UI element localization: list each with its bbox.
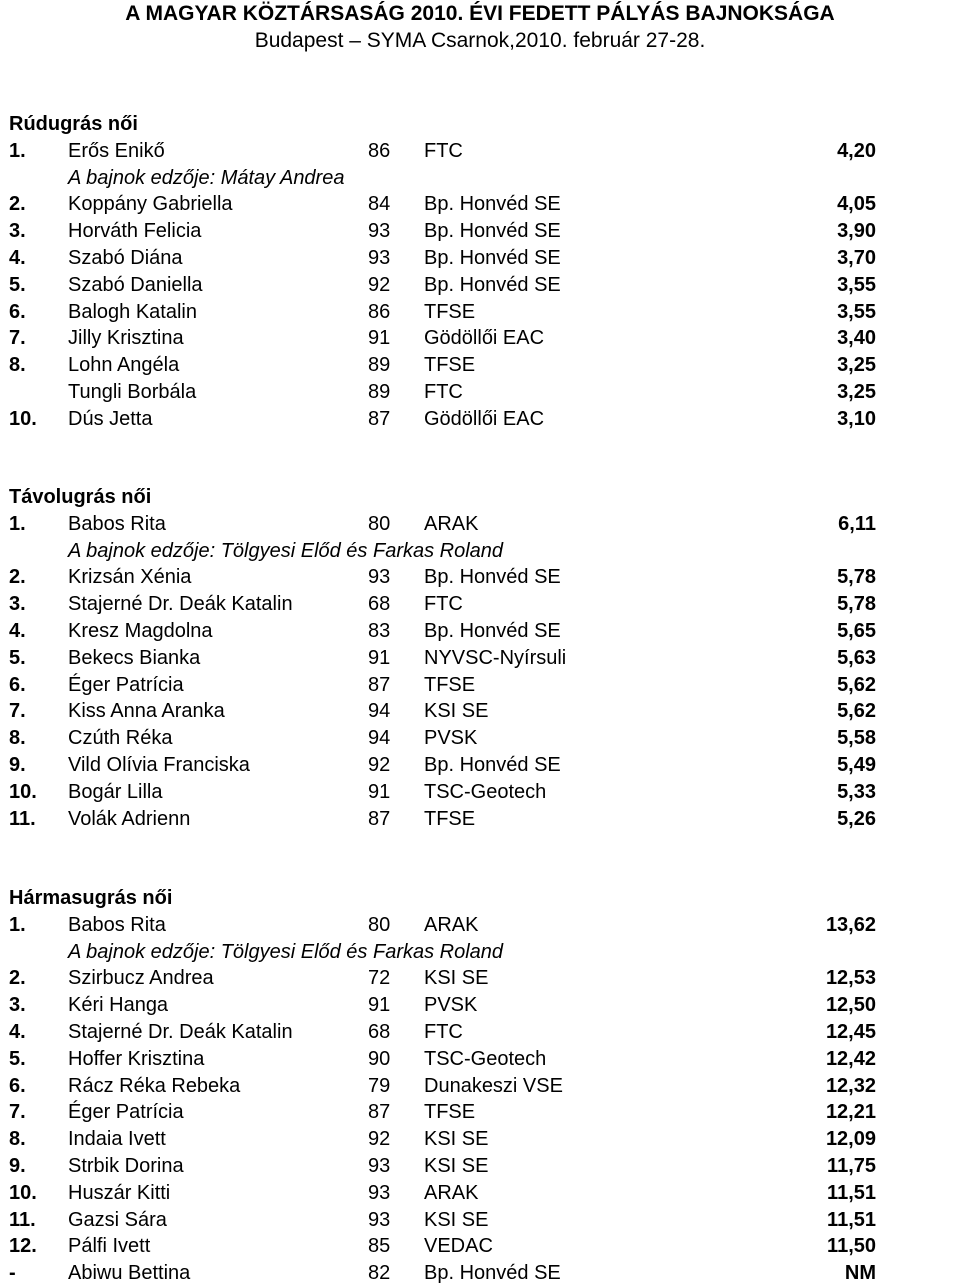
athlete-name: Strbik Dorina bbox=[68, 1155, 184, 1177]
place-cell: 9. bbox=[9, 1155, 26, 1177]
club-name: ARAK bbox=[424, 512, 479, 535]
birth-year: 92 bbox=[368, 273, 391, 296]
birth-year: 91 bbox=[368, 994, 391, 1017]
result-row bbox=[0, 1260, 960, 1287]
place-cell: 7. bbox=[9, 327, 26, 350]
birth-year: 94 bbox=[368, 727, 391, 750]
result-row bbox=[0, 1046, 960, 1073]
athlete-name: Erős Enikő bbox=[68, 139, 165, 162]
result-value: 5,63 bbox=[837, 646, 876, 669]
place-cell: 8. bbox=[9, 727, 26, 750]
place-cell: 8. bbox=[9, 354, 26, 377]
place-cell: 7. bbox=[9, 700, 26, 723]
club-name: Bp. Honvéd SE bbox=[424, 754, 561, 776]
result-value: 13,62 bbox=[825, 913, 876, 936]
birth-year: 92 bbox=[368, 1128, 391, 1151]
athlete-name: Krizsán Xénia bbox=[68, 566, 192, 589]
page-subtitle: Budapest – SYMA Csarnok,2010. február 27-28. bbox=[254, 29, 706, 52]
place-cell: 5. bbox=[9, 646, 26, 669]
result-row bbox=[0, 272, 960, 299]
place-cell: 4. bbox=[9, 247, 26, 269]
club-name: Bp. Honvéd SE bbox=[424, 1262, 561, 1285]
place-cell: 12. bbox=[9, 1235, 37, 1258]
result-row bbox=[0, 1233, 960, 1260]
place-cell: 3. bbox=[9, 593, 26, 616]
club-name: Bp. Honvéd SE bbox=[424, 273, 561, 296]
result-value: 3,70 bbox=[837, 247, 876, 269]
club-name: Bp. Honvéd SE bbox=[424, 247, 561, 269]
coach-text: A bajnok edzője: Tölgyesi Előd és Farkas Roland bbox=[68, 940, 504, 963]
result-value: 11,51 bbox=[827, 1208, 876, 1231]
result-row bbox=[0, 725, 960, 752]
birth-year: 91 bbox=[368, 327, 391, 350]
result-row bbox=[0, 752, 960, 779]
athlete-name: Jilly Krisztina bbox=[68, 327, 184, 350]
club-name: PVSK bbox=[424, 727, 478, 750]
result-value: 12,53 bbox=[825, 967, 876, 990]
birth-year: 80 bbox=[368, 913, 391, 936]
place-cell: 8. bbox=[9, 1128, 26, 1151]
result-row bbox=[0, 138, 960, 165]
birth-year: 94 bbox=[368, 700, 391, 723]
result-value: 3,40 bbox=[837, 327, 876, 350]
athlete-name: Horváth Felicia bbox=[68, 220, 202, 243]
place-cell: 4. bbox=[9, 620, 26, 642]
result-value: 11,51 bbox=[827, 1181, 876, 1204]
result-value: 12,09 bbox=[825, 1128, 876, 1151]
result-row bbox=[0, 1180, 960, 1207]
athlete-name: Kresz Magdolna bbox=[68, 620, 213, 642]
result-row bbox=[0, 1019, 960, 1046]
place-cell: 10. bbox=[9, 1181, 37, 1204]
result-value: 3,55 bbox=[837, 273, 876, 296]
result-value: 5,58 bbox=[837, 727, 876, 750]
athlete-name: Lohn Angéla bbox=[68, 354, 180, 377]
athlete-name: Dús Jetta bbox=[68, 407, 153, 430]
place-cell: 1. bbox=[9, 512, 26, 535]
birth-year: 83 bbox=[368, 620, 391, 642]
place-cell: 5. bbox=[9, 1047, 26, 1070]
athlete-name: Bekecs Bianka bbox=[68, 646, 201, 669]
place-cell: 3. bbox=[9, 220, 26, 243]
result-row bbox=[0, 912, 960, 939]
athlete-name: Bogár Lilla bbox=[68, 780, 163, 803]
place-cell: 2. bbox=[9, 193, 26, 216]
result-row bbox=[0, 992, 960, 1019]
birth-year: 93 bbox=[368, 566, 391, 589]
section-title: Hármasugrás női bbox=[9, 887, 173, 909]
birth-year: 92 bbox=[368, 754, 391, 776]
result-row bbox=[0, 1153, 960, 1180]
result-row bbox=[0, 379, 960, 406]
result-row bbox=[0, 591, 960, 618]
club-name: KSI SE bbox=[424, 967, 489, 990]
club-name: KSI SE bbox=[424, 1208, 489, 1231]
result-row bbox=[0, 1073, 960, 1100]
club-name: FTC bbox=[424, 1021, 463, 1043]
club-name: Bp. Honvéd SE bbox=[424, 220, 561, 243]
result-row bbox=[0, 1126, 960, 1153]
club-name: VEDAC bbox=[424, 1235, 493, 1258]
place-cell: 6. bbox=[9, 300, 26, 323]
birth-year: 87 bbox=[368, 673, 391, 696]
birth-year: 93 bbox=[368, 1208, 391, 1231]
athlete-name: Szirbucz Andrea bbox=[68, 967, 214, 990]
athlete-name: Vild Olívia Franciska bbox=[68, 754, 250, 776]
athlete-name: Szabó Daniella bbox=[68, 273, 203, 296]
athlete-name: Babos Rita bbox=[68, 512, 166, 535]
club-name: TFSE bbox=[424, 807, 476, 830]
result-row bbox=[0, 325, 960, 352]
place-cell: 10. bbox=[9, 407, 37, 430]
club-name: PVSK bbox=[424, 994, 478, 1017]
birth-year: 93 bbox=[368, 220, 391, 243]
athlete-name: Éger Patrícia bbox=[68, 1101, 184, 1124]
birth-year: 86 bbox=[368, 300, 391, 323]
athlete-name: Rácz Réka Rebeka bbox=[68, 1074, 241, 1097]
club-name: Bp. Honvéd SE bbox=[424, 193, 561, 216]
club-name: KSI SE bbox=[424, 1128, 489, 1151]
birth-year: 84 bbox=[368, 193, 391, 216]
result-value: 5,78 bbox=[837, 566, 876, 589]
result-value: 5,62 bbox=[837, 673, 876, 696]
place-cell: 5. bbox=[9, 273, 26, 296]
result-value: 3,90 bbox=[837, 220, 876, 243]
place-cell: 1. bbox=[9, 139, 26, 162]
result-value: 12,42 bbox=[825, 1047, 876, 1070]
result-value: 3,10 bbox=[837, 407, 876, 430]
result-row bbox=[0, 191, 960, 218]
result-row bbox=[0, 1099, 960, 1126]
place-cell: 1. bbox=[9, 913, 26, 936]
result-value: 4,05 bbox=[837, 193, 876, 216]
result-row bbox=[0, 806, 960, 833]
place-cell: 4. bbox=[9, 1021, 26, 1043]
club-name: Bp. Honvéd SE bbox=[424, 620, 561, 642]
birth-year: 90 bbox=[368, 1047, 391, 1070]
athlete-name: Gazsi Sára bbox=[68, 1208, 167, 1231]
result-value: 12,32 bbox=[825, 1074, 876, 1097]
result-value: 5,78 bbox=[837, 593, 876, 616]
result-row bbox=[0, 511, 960, 538]
page-title: A MAGYAR KÖZTÁRSASÁG 2010. ÉVI FEDETT PÁLYÁS BAJNOKSÁGA bbox=[125, 2, 835, 25]
club-name: TFSE bbox=[424, 300, 476, 323]
birth-year: 68 bbox=[368, 593, 391, 616]
coach-text: A bajnok edzője: Mátay Andrea bbox=[68, 166, 345, 189]
athlete-name: Babos Rita bbox=[68, 913, 166, 936]
athlete-name: Stajerné Dr. Deák Katalin bbox=[68, 1021, 293, 1043]
club-name: FTC bbox=[424, 593, 463, 616]
result-value: 5,65 bbox=[837, 620, 876, 642]
club-name: KSI SE bbox=[424, 700, 489, 723]
athlete-name: Huszár Kitti bbox=[68, 1181, 171, 1204]
athlete-name: Koppány Gabriella bbox=[68, 193, 233, 216]
result-row bbox=[0, 564, 960, 591]
club-name: KSI SE bbox=[424, 1155, 489, 1177]
place-cell: 7. bbox=[9, 1101, 26, 1124]
result-row bbox=[0, 672, 960, 699]
result-row bbox=[0, 618, 960, 645]
birth-year: 91 bbox=[368, 780, 391, 803]
birth-year: 82 bbox=[368, 1262, 391, 1285]
result-row bbox=[0, 218, 960, 245]
birth-year: 91 bbox=[368, 646, 391, 669]
athlete-name: Stajerné Dr. Deák Katalin bbox=[68, 593, 293, 616]
result-row bbox=[0, 245, 960, 272]
athlete-name: Indaia Ivett bbox=[68, 1128, 166, 1151]
athlete-name: Szabó Diána bbox=[68, 247, 183, 269]
birth-year: 93 bbox=[368, 1155, 391, 1177]
birth-year: 86 bbox=[368, 139, 391, 162]
athlete-name: Éger Patrícia bbox=[68, 673, 184, 696]
birth-year: 79 bbox=[368, 1074, 391, 1097]
athlete-name: Abiwu Bettina bbox=[68, 1262, 191, 1285]
result-value: 11,75 bbox=[827, 1155, 876, 1177]
club-name: TFSE bbox=[424, 673, 476, 696]
coach-text: A bajnok edzője: Tölgyesi Előd és Farkas Roland bbox=[68, 539, 504, 562]
club-name: Dunakeszi VSE bbox=[424, 1074, 563, 1097]
result-row bbox=[0, 645, 960, 672]
section-title: Rúdugrás női bbox=[9, 113, 138, 135]
result-value: 5,26 bbox=[837, 807, 876, 830]
result-value: 5,49 bbox=[837, 754, 876, 776]
result-value: 12,50 bbox=[825, 994, 876, 1017]
section-title: Távolugrás női bbox=[9, 486, 152, 508]
result-value: 6,11 bbox=[838, 512, 876, 535]
birth-year: 72 bbox=[368, 967, 391, 990]
place-cell: 10. bbox=[9, 780, 37, 803]
place-cell: 3. bbox=[9, 994, 26, 1017]
birth-year: 87 bbox=[368, 1101, 391, 1124]
place-cell: 2. bbox=[9, 566, 26, 589]
place-cell: 9. bbox=[9, 754, 26, 776]
club-name: FTC bbox=[424, 139, 463, 162]
athlete-name: Hoffer Krisztina bbox=[68, 1047, 205, 1070]
coach-note bbox=[0, 165, 960, 192]
birth-year: 93 bbox=[368, 1181, 391, 1204]
place-cell: 6. bbox=[9, 1074, 26, 1097]
birth-year: 93 bbox=[368, 247, 391, 269]
athlete-name: Kiss Anna Aranka bbox=[68, 700, 225, 723]
result-row bbox=[0, 779, 960, 806]
result-value: 5,62 bbox=[837, 700, 876, 723]
result-value: 3,55 bbox=[837, 300, 876, 323]
club-name: NYVSC-Nyírsuli bbox=[424, 646, 567, 669]
birth-year: 68 bbox=[368, 1021, 391, 1043]
result-value: 3,25 bbox=[837, 354, 876, 377]
birth-year: 87 bbox=[368, 407, 391, 430]
birth-year: 80 bbox=[368, 512, 391, 535]
athlete-name: Balogh Katalin bbox=[68, 300, 197, 323]
place-cell: 11. bbox=[9, 1208, 36, 1231]
result-value: 4,20 bbox=[837, 139, 876, 162]
birth-year: 87 bbox=[368, 807, 391, 830]
club-name: TSC-Geotech bbox=[424, 780, 547, 803]
result-row bbox=[0, 299, 960, 326]
place-cell: 2. bbox=[9, 967, 26, 990]
result-value: NM bbox=[844, 1262, 876, 1285]
club-name: Bp. Honvéd SE bbox=[424, 566, 561, 589]
place-cell: 11. bbox=[9, 807, 36, 830]
club-name: ARAK bbox=[424, 913, 479, 936]
athlete-name: Tungli Borbála bbox=[68, 381, 197, 403]
club-name: ARAK bbox=[424, 1181, 479, 1204]
coach-note bbox=[0, 538, 960, 565]
club-name: TFSE bbox=[424, 1101, 476, 1124]
coach-note bbox=[0, 939, 960, 966]
club-name: Gödöllői EAC bbox=[424, 327, 545, 350]
athlete-name: Pálfi Ivett bbox=[68, 1235, 151, 1258]
result-value: 3,25 bbox=[837, 381, 876, 403]
result-value: 11,50 bbox=[827, 1235, 876, 1258]
result-row bbox=[0, 406, 960, 433]
result-row bbox=[0, 1207, 960, 1234]
place-cell: 6. bbox=[9, 673, 26, 696]
place-cell: - bbox=[9, 1262, 16, 1285]
athlete-name: Kéri Hanga bbox=[68, 994, 169, 1017]
birth-year: 89 bbox=[368, 381, 391, 403]
birth-year: 85 bbox=[368, 1235, 391, 1258]
club-name: TSC-Geotech bbox=[424, 1047, 547, 1070]
result-value: 5,33 bbox=[837, 780, 876, 803]
athlete-name: Volák Adrienn bbox=[68, 807, 191, 830]
club-name: TFSE bbox=[424, 354, 476, 377]
birth-year: 89 bbox=[368, 354, 391, 377]
athlete-name: Czúth Réka bbox=[68, 727, 173, 750]
result-value: 12,45 bbox=[825, 1021, 876, 1043]
result-row bbox=[0, 698, 960, 725]
result-row bbox=[0, 965, 960, 992]
club-name: FTC bbox=[424, 381, 463, 403]
club-name: Gödöllői EAC bbox=[424, 407, 545, 430]
result-value: 12,21 bbox=[825, 1101, 876, 1124]
result-row bbox=[0, 352, 960, 379]
